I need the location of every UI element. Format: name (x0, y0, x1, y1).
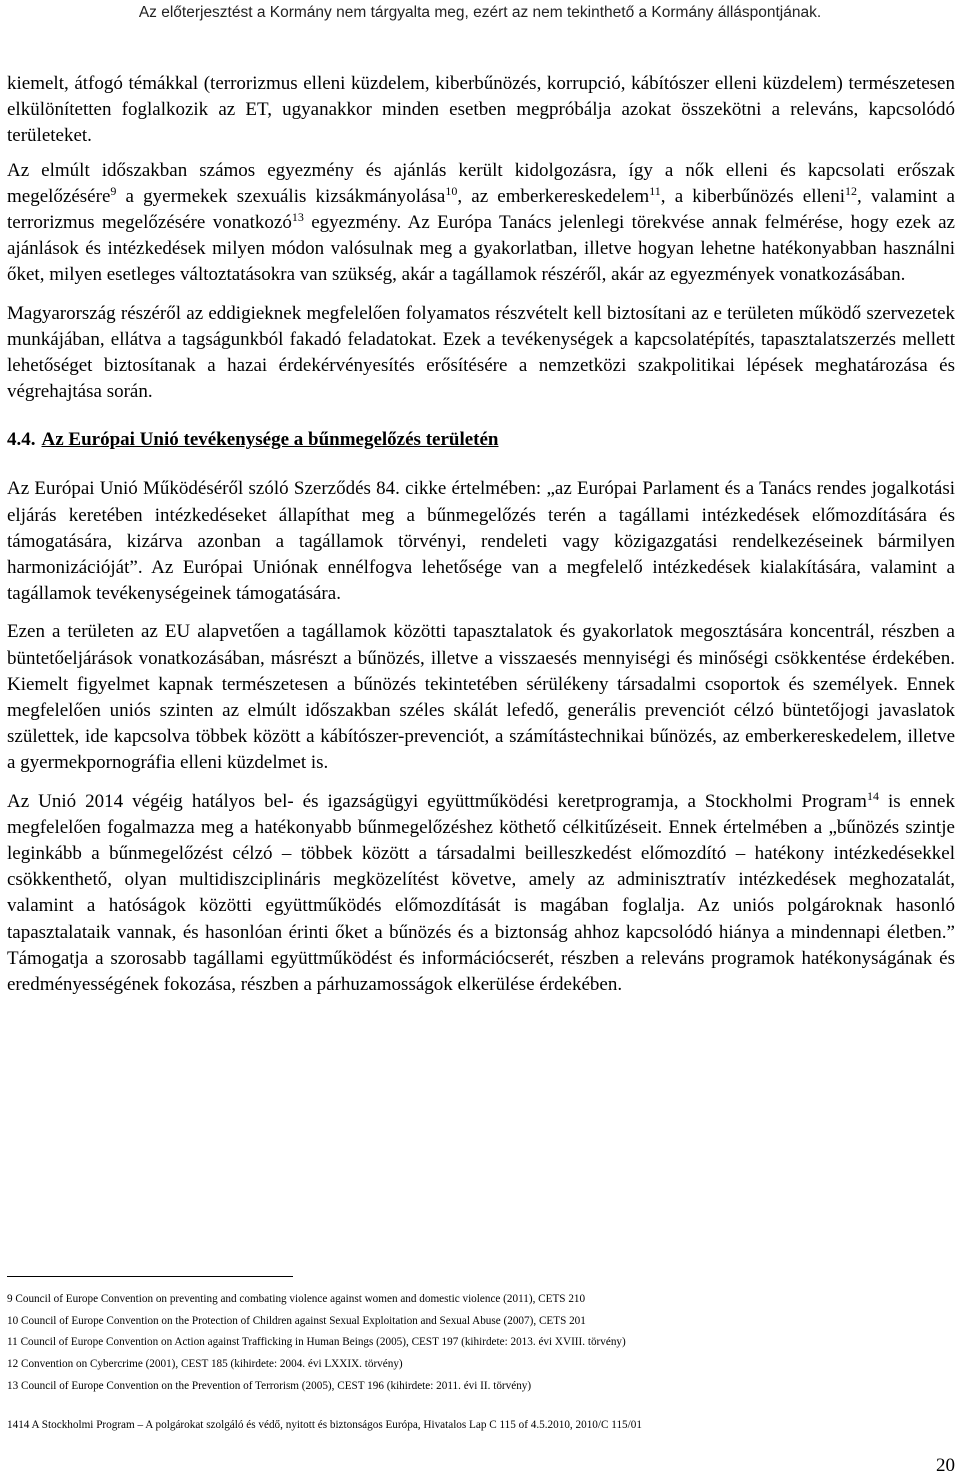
paragraph-2 (7, 158, 955, 289)
footnote-ref-14[interactable]: 14 (866, 788, 879, 803)
paragraph-6 (7, 789, 955, 999)
footnote-ref-11[interactable]: 11 (649, 183, 661, 198)
document-body (7, 71, 955, 1010)
paragraph-2-text-6: egyezmény. Az Európa Tanács jelenlegi törekvése annak felmérése, hogy ezek az ajánlások és intézkedések milyen módon valósulnak meg a gyakorlatban, illetve hogyan lehetne hatékonyabban használni őket, milyen esetleges változtatásokra van szükség, akár a tagállamok részéről, akár az egyezmények vonatkozásában. (7, 212, 955, 286)
footnote-ref-13[interactable]: 13 (291, 210, 304, 225)
paragraph-2-text-2: a gyermekek szexuális kizsákmányolása (116, 185, 446, 207)
paragraph-2-text-1: Az elmúlt időszakban számos egyezmény és ajánlás került kidolgozásra, így a nők elleni és kapcsolati erőszak megelőzésére (7, 159, 955, 207)
footnote-12: 12 Convention on Cybercrime (2001), CEST 185 (kihirdete: 2004. évi LXXIX. törvény) (7, 1358, 403, 1371)
paragraph-1: kiemelt, átfogó témákkal (terrorizmus elleni küzdelem, kiberbűnözés, korrupció, kábítószer elleni küzdelem) természetesen elkülönítetten foglalkozik az ET, ugyanakkor minden esetben megpróbálja azokat összekötni a releváns, kapcsolódó területeket. (7, 73, 955, 147)
page-header-notice: Az előterjesztést a Kormány nem tárgyalta meg, ezért az nem tekinthető a Kormány álláspontjának. (138, 4, 822, 21)
footnote-separator (7, 1276, 293, 1277)
page-number: 20 (936, 1455, 955, 1476)
paragraph-3: Magyarország részéről az eddigieknek megfelelően folyamatos részvételt kell biztosítani az e területen működő szervezetek munkájában, ellátva a tagságunkból fakadó feladatokat. Ezek a tevékenységek a kapcsolatépítés, tapasztalatszerzés mellett lehetőséget biztosítanak a hazai érdekérvényesítés erősítésére a nemzetközi szakpolitikai lépések meghatározása és végrehajtása során. (7, 302, 955, 403)
footnote-ref-9[interactable]: 9 (110, 183, 117, 198)
paragraph-6-text-2: is ennek megfelelően fogalmazza meg a hatékonyabb bűnmegelőzéshez köthető célkitűzéseit. Ennek értelmében a „bűnözés szintje leginkább a bűnmegelőzést célzó – többek között a társadalmi beilleszkedést előmozdító – hatékony intézkedésekkel csökkenthető, olyan multidiszciplináris megközelítést követve, amely az adminisztratív intézkedések meghozatalát, valamint a hatóságok közötti együttműködés előmozdítását is magában foglalja. Az uniós polgároknak hasonló tapasztalataik vannak, és hasonlóan érinti őket a bűnözés és a biztonság ahhoz kapcsolódó hiánya a mindennapi életben.” Támogatja a szorosabb tagállami együttműködést és információcserét, részben a releváns programok hatékonyságának és eredményességének fokozása, részben a párhuzamosságok elkerülése érdekében. (7, 790, 955, 996)
section-heading (7, 427, 955, 453)
footnote-ref-10[interactable]: 10 (445, 183, 458, 198)
paragraph-2-text-3: , az emberkereskedelem (457, 185, 650, 207)
footnote-14: 1414 A Stockholmi Program – A polgárokat szolgáló és védő, nyitott és biztonságos Európa, Hivatalos Lap C 115 of 4.5.2010, 2010/C 115/01 (7, 1419, 642, 1432)
footnote-ref-12[interactable]: 12 (844, 183, 857, 198)
paragraph-6-text-1: Az Unió 2014 végéig hatályos bel- és igazságügyi együttműködési keretprogramja, a Stockholmi Program (7, 790, 867, 812)
paragraph-2-text-5: , valamint a terrorizmus megelőzésére vonatkozó (7, 185, 955, 234)
paragraph-2-text-4: , a kiberbűnözés elleni (660, 185, 845, 207)
footnotes (7, 1276, 955, 1440)
paragraph-5: Ezen a területen az EU alapvetően a tagállamok közötti tapasztalatok és gyakorlatok megosztására koncentrál, részben a büntetőeljárások vonatkozásában, másrészt a bűnözés, illetve a visszaesés mennyiségi és minőségi csökkentése érdekében. Kiemelt figyelmet kapnak természetesen a bűnözés tekintetében sérülékeny társadalmi csoportok és személyek. Ennek megfelelően uniós szinten az elmúlt időszakban széles skálát lefedő, generális prevenciót célzó büntetőjogi javaslatok születtek, ide kapcsolva többek között a kábítószer-prevenciót, a számítástechnikai bűnözés, az emberkereskedelem, illetve a gyermekpornográfia elleni küzdelmet is. (7, 621, 955, 774)
footnote-9: 9 Council of Europe Convention on preventing and combating violence against women and domestic violence (2011), CETS 210 (7, 1293, 586, 1305)
section-number: 4.4. (7, 429, 36, 451)
section-title: Az Európai Unió tevékenysége a bűnmegelőzés területén (41, 429, 499, 451)
paragraph-4: Az Európai Unió Működéséről szóló Szerződés 84. cikke értelmében: „az Európai Parlament és a Tanács rendes jogalkotási eljárás keretében intézkedéseket állapíthat meg a bűnmegelőzés terén a tagállami intézkedések előmozdítására és támogatására, kizárva azonban a tagállamok törvényi, rendeleti vagy közigazgatási rendelkezéseinek bármilyen harmonizációját”. Az Európai Uniónak ennélfogva lehetősége van a megfelelő intézkedések kialakítására, valamint a tagállamok tevékenységeinek támogatására. (7, 478, 955, 605)
footnote-11: 11 Council of Europe Convention on Action against Trafficking in Human Beings (2005), CEST 197 (kihirdete: 2013. évi XVIII. törvény) (7, 1336, 626, 1349)
footnote-10: 10 Council of Europe Convention on the Protection of Children against Sexual Exploitation and Sexual Abuse (2007), CETS 201 (7, 1314, 586, 1327)
footnote-13: 13 Council of Europe Convention on the Prevention of Terrorism (2005), CEST 196 (kihirdete: 2011. évi II. törvény) (7, 1379, 532, 1392)
